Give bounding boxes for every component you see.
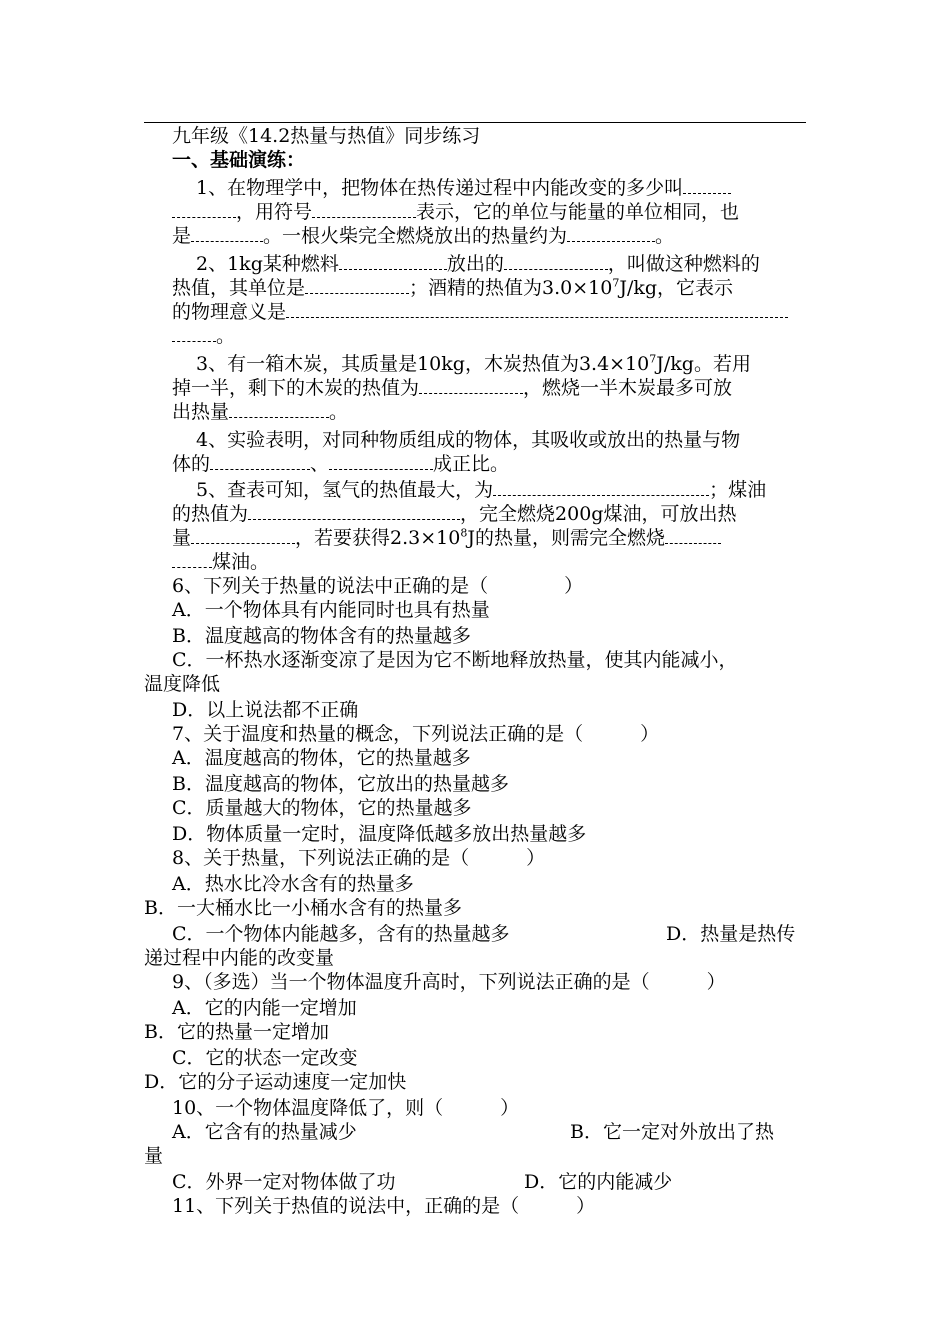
q9-option-a[interactable]: A．它的内能一定增加 (172, 997, 357, 1019)
answer-blank[interactable] (210, 452, 310, 470)
q3-line-2: 掉一半，剩下的木炭的热值为 ，燃烧一半木炭最多可放 (172, 377, 733, 399)
document-title: 九年级《14.2热量与热值》同步练习 (172, 125, 481, 147)
answer-blank[interactable] (419, 376, 523, 394)
answer-blank[interactable] (339, 252, 447, 270)
q1-line-1: 1、在物理学中，把物体在热传递过程中内能改变的多少叫 (196, 176, 731, 200)
q2-line-1: 2、1kg某种燃料 放出的 ，叫做这种燃料的 (196, 253, 760, 275)
answer-blank[interactable] (191, 526, 295, 544)
q8-option-c[interactable]: C．一个物体内能越多，含有的热量越多 (172, 923, 510, 945)
q5-line-3: 量 ，若要获得$2.3\times 10^8J$的热量，则需完全燃烧 (172, 526, 721, 550)
answer-blank[interactable] (191, 224, 263, 242)
q3-line-1: 3、有一箱木炭，其质量是10kg，木炭热值为$3.4\times 10^7J/kg$。若用 (196, 352, 751, 375)
answer-blank[interactable] (286, 300, 788, 318)
answer-blank[interactable] (312, 200, 416, 218)
q10-option-b[interactable]: B．它一定对外放出了热 (570, 1121, 774, 1143)
answer-blank[interactable] (567, 224, 655, 242)
q9-stem: 9、（多选）当一个物体温度升高时，下列说法正确的是（ ） (172, 971, 726, 993)
q7-option-c[interactable]: C．质量越大的物体，它的热量越多 (172, 797, 472, 819)
q6-option-b[interactable]: B．温度越高的物体含有的热量越多 (172, 625, 471, 647)
q9-option-d[interactable]: D．它的分子运动速度一定加快 (144, 1071, 407, 1093)
section-heading: 一、基础演练： (172, 149, 306, 171)
q7-option-d[interactable]: D．物体质量一定时，温度降低越多放出热量越多 (172, 823, 587, 845)
answer-blank[interactable] (493, 478, 709, 496)
q7-option-a[interactable]: A．温度越高的物体，它的热量越多 (172, 747, 471, 769)
q4-line-2: 体的 、 成正比。 (172, 453, 510, 475)
q3-line-3: 出热量 。 (172, 401, 349, 423)
answer-blank[interactable] (172, 550, 212, 568)
q8-stem: 8、关于热量，下列说法正确的是（ ） (172, 847, 546, 869)
q10-option-b-cont: 量 (144, 1145, 164, 1167)
q9-option-c[interactable]: C．它的状态一定改变 (172, 1047, 358, 1069)
q8-option-d-cont: 递过程中内能的改变量 (144, 947, 335, 969)
q5-line-4: 煤油。 (172, 550, 269, 574)
q11-stem: 11、下列关于热值的说法中，正确的是（ ） (172, 1195, 596, 1217)
answer-blank[interactable] (305, 276, 409, 294)
q6-option-c[interactable]: C．一杯热水逐渐变凉了是因为它不断地释放热量，使其内能减小， (172, 649, 738, 671)
q8-option-a[interactable]: A．热水比冷水含有的热量多 (172, 873, 414, 895)
answer-blank[interactable] (248, 502, 460, 520)
q9-option-b[interactable]: B．它的热量一定增加 (144, 1021, 329, 1043)
q2-line-3: 的物理意义是 (172, 300, 788, 324)
q2-line-4: 。 (172, 324, 235, 348)
answer-blank[interactable] (329, 452, 433, 470)
answer-blank[interactable] (172, 324, 216, 342)
answer-blank[interactable] (172, 200, 236, 218)
q2-line-2: 热值，其单位是 ；酒精的热值为$3.0\times 10^7J/kg$，它表示 (172, 276, 734, 299)
q4-line-1: 4、实验表明，对同种物质组成的物体，其吸收或放出的热量与物 (196, 429, 741, 451)
q6-option-d[interactable]: D．以上说法都不正确 (172, 699, 359, 721)
q7-option-b[interactable]: B．温度越高的物体，它放出的热量越多 (172, 773, 509, 795)
q8-option-b[interactable]: B．一大桶水比一小桶水含有的热量多 (144, 897, 462, 919)
answer-blank[interactable] (683, 176, 731, 194)
q5-line-1: 5、查表可知，氢气的热值最大，为 ；煤油 (196, 479, 767, 501)
q10-option-c[interactable]: C．外界一定对物体做了功 (172, 1171, 396, 1193)
q6-option-a[interactable]: A．一个物体具有内能同时也具有热量 (172, 599, 490, 621)
answer-blank[interactable] (229, 400, 329, 418)
q6-option-c-cont: 温度降低 (144, 673, 221, 695)
q10-stem: 10、一个物体温度降低了，则（ ） (172, 1097, 520, 1119)
answer-blank[interactable] (665, 526, 721, 544)
q10-option-d[interactable]: D．它的内能减少 (524, 1171, 673, 1193)
q7-stem: 7、关于温度和热量的概念，下列说法正确的是（ ） (172, 723, 660, 745)
answer-blank[interactable] (504, 252, 608, 270)
header-rule (144, 122, 806, 123)
q6-stem: 6、下列关于热量的说法中正确的是（ ） (172, 575, 584, 597)
q8-option-d[interactable]: D．热量是热传 (666, 923, 796, 945)
q1-line-3: 是 。一根火柴完全燃烧放出的热量约为 。 (172, 225, 675, 247)
q5-line-2: 的热值为 ，完全燃烧200g煤油，可放出热 (172, 503, 737, 525)
q10-option-a[interactable]: A．它含有的热量减少 (172, 1121, 357, 1143)
q1-line-2: ，用符号 表示，它的单位与能量的单位相同，也 (172, 200, 739, 224)
